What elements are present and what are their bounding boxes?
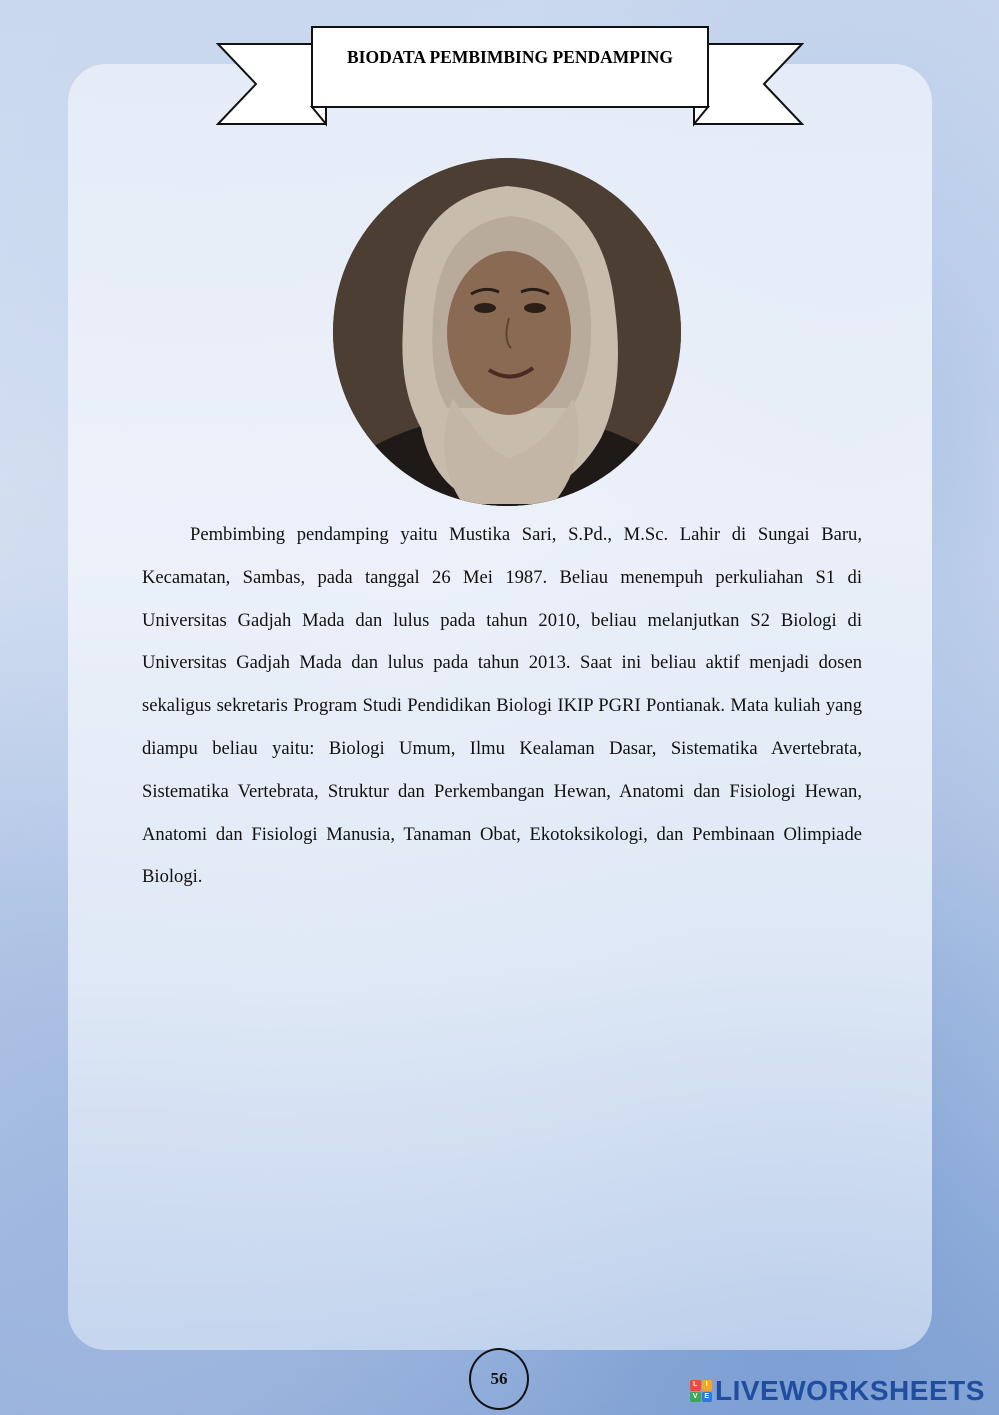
liveworksheets-wordmark: LIVEWORKSHEETS [715, 1375, 985, 1406]
page-title: BIODATA PEMBIMBING PENDAMPING [346, 47, 674, 67]
portrait-illustration [333, 158, 681, 506]
liveworksheets-logo [690, 1374, 985, 1408]
liveworksheets-badge-icon: L I V E [690, 1380, 712, 1402]
title-ribbon [216, 25, 804, 128]
bio-paragraph: Pembimbing pendamping yaitu Mustika Sari, S.Pd., M.Sc. Lahir di Sungai Baru, Kecamatan, Sambas, pada tanggal 26 Mei 1987. Beliau menempuh perkuliahan S1 di Universitas Gadjah Mada dan lulus pada tahun 2010, beliau melanjutkan S2 Biologi di Universitas Gadjah Mada dan lulus pada tahun 2013. Saat ini beliau aktif menjadi dosen sekaligus sekretaris Program Studi Pendidikan Biologi IKIP PGRI Pontianak. Mata kuliah yang diampu beliau yaitu: Biologi Umum, Ilmu Kealaman Dasar, Sistematika Avertebrata, Sistematika Vertebrata, Struktur dan Perkembangan Hewan, Anatomi dan Fisiologi Hewan, Anatomi dan Fisiologi Manusia, Tanaman Obat, Ekotoksikologi, dan Pembinaan Olimpiade Biologi. [142, 524, 862, 888]
page-number: 56 [469, 1348, 529, 1410]
portrait-photo [333, 158, 681, 506]
ribbon-shape [216, 25, 804, 128]
